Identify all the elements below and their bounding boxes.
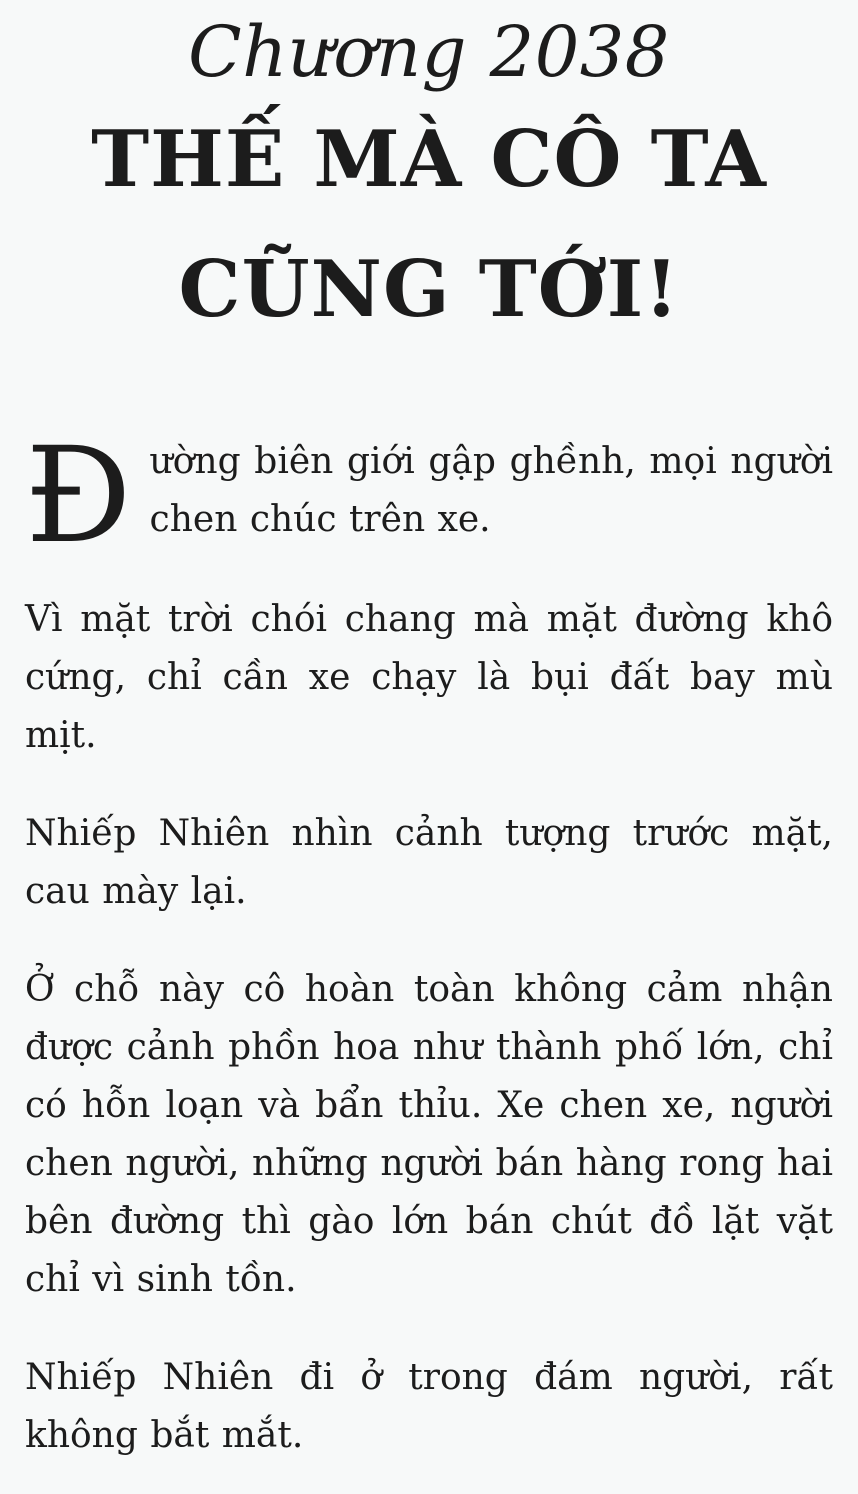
paragraph-2: Vì mặt trời chói chang mà mặt đường khô cứng, chỉ cần xe chạy là bụi đất bay mù mịt.	[25, 599, 833, 756]
chapter-content	[25, 433, 833, 1465]
paragraph-1	[25, 433, 833, 551]
paragraph-4: Ở chỗ này cô hoàn toàn không cảm nhận được cảnh phồn hoa như thành phố lớn, chỉ có hỗn loạn và bẩn thỉu. Xe chen xe, người chen người, những người bán hàng rong hai bên đường thì gào lớn bán chút đồ lặt vặt chỉ vì sinh tồn.	[25, 969, 833, 1300]
paragraph-1-text: ường biên giới gập ghềnh, mọi người chen chúc trên xe.	[149, 441, 833, 540]
drop-cap: Đ	[25, 433, 132, 551]
chapter-title: THẾ MÀ CÔ TA CŨNG TỚI!	[91, 114, 767, 335]
paragraph-5: Nhiếp Nhiên đi ở trong đám người, rất không bắt mắt.	[25, 1357, 833, 1456]
chapter-number: Chương 2038	[188, 11, 670, 93]
paragraph-3: Nhiếp Nhiên nhìn cảnh tượng trước mặt, cau mày lại.	[25, 813, 833, 912]
